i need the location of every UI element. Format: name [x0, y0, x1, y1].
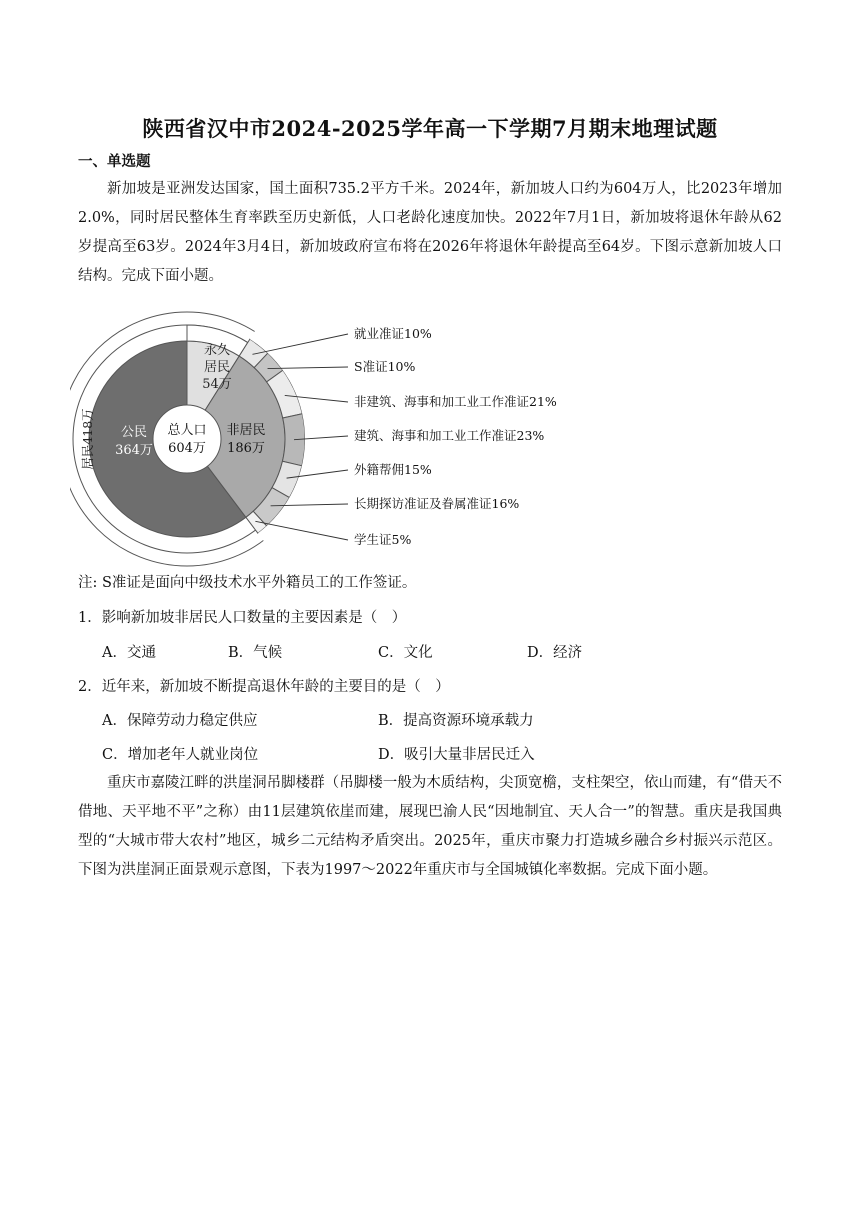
passage-singapore: 新加坡是亚洲发达国家，国土面积735.2平方千米。2024年，新加坡人口约为604万人，比2023年增加2.0%，同时居民整体生育率跌至历史新低，人口老龄化速度加快。2022年7月1日，新加坡将退休年龄从62岁提高至63岁。2024年3月4日，新加坡政府宣布将在2026年将退休年龄提高至64岁。下图示意新加坡人口结构。完成下面小题。: [78, 181, 782, 284]
question-2-stem: 2．近年来，新加坡不断提高退休年龄的主要目的是（ ）: [78, 679, 450, 695]
pr-label-2: 居民: [203, 360, 231, 375]
page-title: 陕西省汉中市2024-2025学年高一下学期7月期末地理试题: [142, 116, 718, 141]
nonresident-segment: [282, 414, 305, 466]
figure-note: 注: S准证是面向中级技术水平外籍员工的工作签证。: [78, 575, 417, 591]
center-label: 总人口: [167, 423, 207, 438]
center-circle: [153, 405, 221, 473]
breakdown-labels: [354, 326, 557, 547]
nonres-label: 非居民: [226, 423, 266, 438]
breakdown-label: 非建筑、海事和加工业工作准证21%: [354, 394, 557, 409]
breakdown-label: 外籍帮佣15%: [354, 462, 432, 477]
q2-option-c: C．增加老年人就业岗位: [102, 747, 259, 763]
residents-ring-label: 居民418万: [80, 408, 95, 470]
q1-option-a: A．交通: [102, 645, 156, 661]
population-structure-chart: [70, 308, 630, 570]
center-value: 604万: [168, 441, 206, 456]
breakdown-label: 就业准证10%: [354, 326, 432, 341]
passage-chongqing: 重庆市嘉陵江畔的洪崖洞吊脚楼群（吊脚楼一般为木质结构，尖顶宽檐，支柱架空，依山而建，有“借天不借地、天平地不平”之称）由11层建筑依崖而建，展现巴渝人民“因地制宜、天人合一”的智慧。重庆是我国典型的“大城市带大农村”地区，城乡二元结构矛盾突出。2025年，重庆市聚力打造城乡融合乡村振兴示范区。下图为洪崖洞正面景观示意图，下表为1997～2022年重庆市与全国城镇化率数据。完成下面小题。: [78, 775, 782, 878]
q1-option-d: D．经济: [527, 645, 583, 661]
breakdown-label: 学生证5%: [354, 532, 412, 547]
section-heading: 一、单选题: [78, 153, 151, 170]
q2-option-b: B．提高资源环境承载力: [378, 713, 534, 729]
nonres-value: 186万: [227, 441, 265, 456]
q2-option-d: D．吸引大量非居民迁入: [378, 747, 535, 763]
breakdown-label: 长期探访准证及眷属准证16%: [354, 496, 520, 511]
q1-option-b: B．气候: [228, 645, 283, 661]
q1-option-c: C．文化: [378, 645, 433, 661]
pr-label-1: 永久: [203, 343, 231, 358]
citizens-value: 364万: [115, 443, 153, 458]
q2-option-a: A．保障劳动力稳定供应: [102, 713, 258, 729]
breakdown-label: 建筑、海事和加工业工作准证23%: [354, 428, 545, 443]
question-1-stem: 1．影响新加坡非居民人口数量的主要因素是（ ）: [78, 610, 407, 626]
pr-value: 54万: [202, 377, 232, 392]
breakdown-label: S准证10%: [354, 359, 416, 374]
citizens-label: 公民: [120, 425, 148, 440]
